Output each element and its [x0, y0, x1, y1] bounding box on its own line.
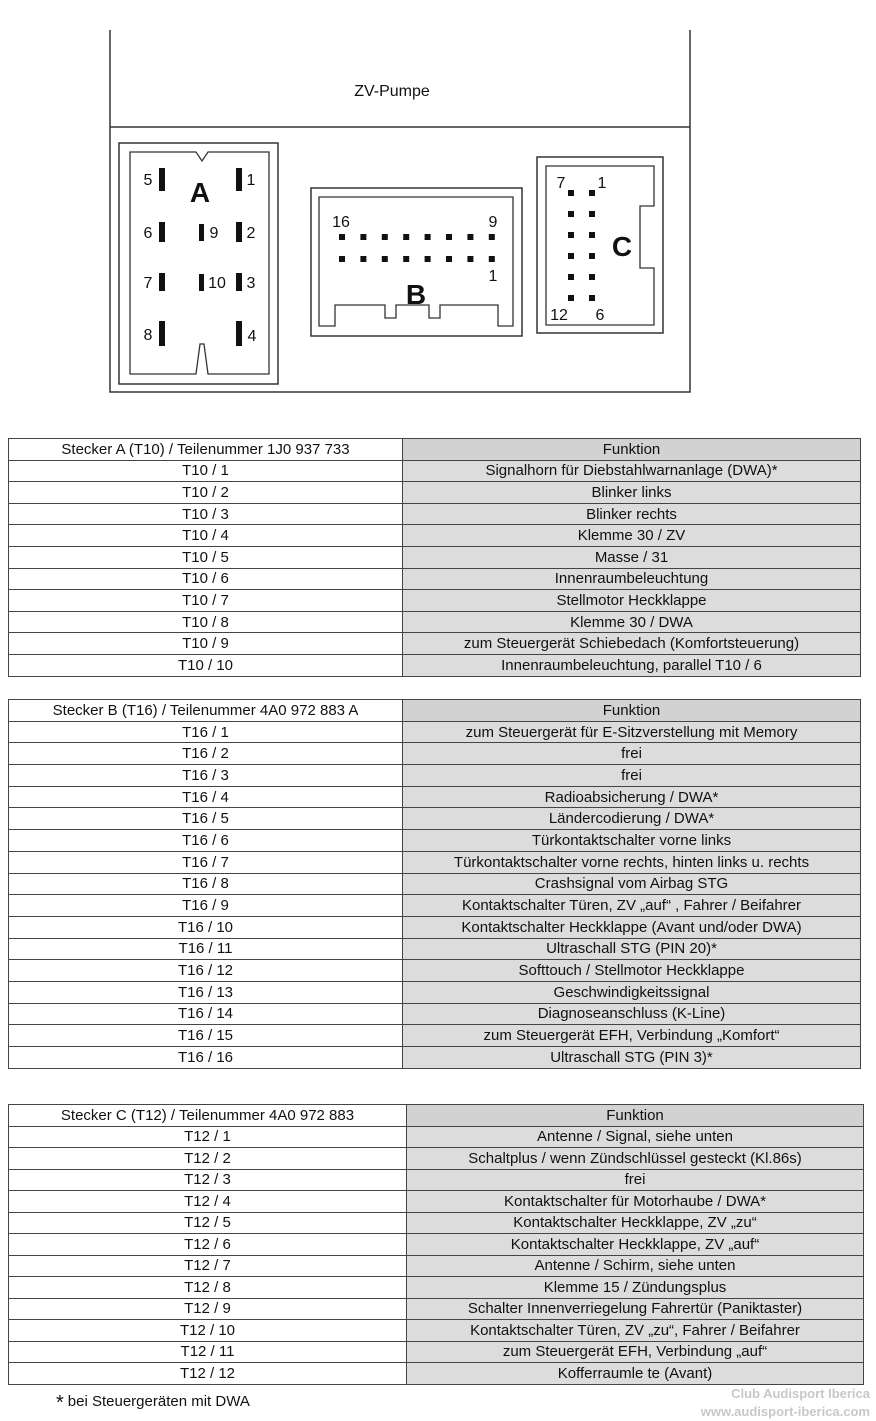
pin-cell: T12 / 4 [9, 1191, 407, 1213]
connector-b-pin [489, 234, 495, 240]
function-cell: Ultraschall STG (PIN 20)* [403, 938, 861, 960]
pin-a9-label: 9 [209, 225, 219, 242]
connector-c-pin [589, 190, 595, 196]
footnote [56, 1392, 250, 1415]
table-row [9, 916, 861, 938]
function-cell: Stellmotor Heckklappe [403, 590, 861, 612]
pin-cell: T16 / 11 [9, 938, 403, 960]
table-header-function: Funktion [403, 439, 861, 461]
table-row [9, 1255, 864, 1277]
footnote-asterisk: * [56, 1392, 64, 1414]
pin-a10-label: 10 [208, 275, 226, 292]
watermark-club-name: Club Audisport Iberica [731, 1386, 870, 1401]
function-cell: Blinker rechts [403, 503, 861, 525]
function-cell: frei [407, 1169, 864, 1191]
connector-c-pin [589, 211, 595, 217]
connector-b-pin [467, 234, 473, 240]
table-row [9, 808, 861, 830]
table-row [9, 1277, 864, 1299]
function-cell: Antenne / Schirm, siehe unten [407, 1255, 864, 1277]
table-row [9, 1191, 864, 1213]
function-cell: Klemme 15 / Zündungsplus [407, 1277, 864, 1299]
table-row [9, 568, 861, 590]
connector-b-pin-16-label: 16 [332, 214, 350, 231]
watermark-url: www.audisport-iberica.com [700, 1404, 870, 1419]
connector-b-pin [467, 256, 473, 262]
function-cell: frei [403, 743, 861, 765]
table-row [9, 938, 861, 960]
pin-cell: T16 / 10 [9, 916, 403, 938]
pin-a7-label: 7 [143, 275, 153, 292]
function-cell: Crashsignal vom Airbag STG [403, 873, 861, 895]
connector-c-pin [568, 211, 574, 217]
connector-b-pin [403, 256, 409, 262]
connector-c-pin [568, 232, 574, 238]
function-cell: zum Steuergerät EFH, Verbindung „auf“ [407, 1341, 864, 1363]
pin-a8-contact [159, 321, 165, 346]
table-row [9, 786, 861, 808]
pin-a4-label: 4 [247, 328, 257, 345]
footnote-text: bei Steuergeräten mit DWA [67, 1393, 250, 1410]
pin-cell: T16 / 1 [9, 721, 403, 743]
table-row [9, 1320, 864, 1342]
pin-a1-label: 1 [246, 172, 256, 189]
table-row [9, 1234, 864, 1256]
table-row [9, 525, 861, 547]
connector-c-pin [568, 253, 574, 259]
connector-b-pin [382, 234, 388, 240]
pin-cell: T16 / 13 [9, 981, 403, 1003]
pin-a4-contact [236, 321, 242, 346]
pin-cell: T16 / 14 [9, 1003, 403, 1025]
connector-c-pin-7-label: 7 [556, 175, 566, 192]
function-cell: Schalter Innenverriegelung Fahrertür (Paniktaster) [407, 1298, 864, 1320]
function-cell: Kontaktschalter Heckklappe, ZV „auf“ [407, 1234, 864, 1256]
table-header-part-number: Stecker B (T16) / Teilenummer 4A0 972 883 A [9, 700, 403, 722]
function-cell: Türkontaktschalter vorne links [403, 830, 861, 852]
function-cell: Kontaktschalter Türen, ZV „auf“ , Fahrer / Beifahrer [403, 895, 861, 917]
pin-cell: T12 / 9 [9, 1298, 407, 1320]
pin-a3-contact [236, 273, 242, 291]
table-row [9, 743, 861, 765]
pin-a5-label: 5 [143, 172, 153, 189]
function-cell: Masse / 31 [403, 546, 861, 568]
pin-a3-label: 3 [246, 275, 256, 292]
pin-cell: T10 / 4 [9, 525, 403, 547]
pin-cell: T12 / 10 [9, 1320, 407, 1342]
pin-a10-contact [199, 274, 204, 291]
table-row [9, 482, 861, 504]
pump-label: ZV-Pumpe [354, 83, 430, 100]
connector-c-pin-6-label: 6 [595, 307, 605, 324]
pin-cell: T12 / 11 [9, 1341, 407, 1363]
table-row [9, 546, 861, 568]
connector-b-pin-table [8, 699, 861, 1069]
pin-cell: T10 / 8 [9, 611, 403, 633]
function-cell: Diagnoseanschluss (K-Line) [403, 1003, 861, 1025]
pin-cell: T16 / 5 [9, 808, 403, 830]
connector-b-pin-grid [339, 234, 495, 262]
pin-cell: T16 / 2 [9, 743, 403, 765]
connector-b-pin-9-label: 9 [488, 214, 498, 231]
table-row [9, 981, 861, 1003]
pin-cell: T10 / 3 [9, 503, 403, 525]
connector-b-pin-1-label: 1 [488, 268, 498, 285]
pin-cell: T16 / 9 [9, 895, 403, 917]
function-cell: Radioabsicherung / DWA* [403, 786, 861, 808]
function-cell: Kontaktschalter Türen, ZV „zu“, Fahrer / Beifahrer [407, 1320, 864, 1342]
pin-a2-contact [236, 222, 242, 242]
connector-b-pin [446, 234, 452, 240]
table-header-part-number: Stecker C (T12) / Teilenummer 4A0 972 883 [9, 1105, 407, 1127]
pin-cell: T16 / 4 [9, 786, 403, 808]
function-cell: Signalhorn für Diebstahlwarnanlage (DWA)* [403, 460, 861, 482]
table-row [9, 960, 861, 982]
connector-c-pin-grid [568, 190, 595, 301]
function-cell: zum Steuergerät für E-Sitzverstellung mit Memory [403, 721, 861, 743]
function-cell: Ultraschall STG (PIN 3)* [403, 1047, 861, 1069]
pin-a6-label: 6 [143, 225, 153, 242]
function-cell: Antenne / Signal, siehe unten [407, 1126, 864, 1148]
pin-a8-label: 8 [143, 327, 153, 344]
pin-a5-contact [159, 168, 165, 191]
function-cell: Kontaktschalter Heckklappe (Avant und/oder DWA) [403, 916, 861, 938]
table-row [9, 590, 861, 612]
table-row [9, 1148, 864, 1170]
pin-cell: T10 / 1 [9, 460, 403, 482]
pin-cell: T12 / 3 [9, 1169, 407, 1191]
table-row [9, 830, 861, 852]
function-cell: Kontaktschalter für Motorhaube / DWA* [407, 1191, 864, 1213]
connector-b-pin [446, 256, 452, 262]
table-row [9, 1003, 861, 1025]
pin-cell: T16 / 8 [9, 873, 403, 895]
pin-cell: T16 / 3 [9, 765, 403, 787]
connector-b-pin [339, 234, 345, 240]
pin-cell: T16 / 12 [9, 960, 403, 982]
connector-a [119, 143, 278, 384]
connector-c-pin-12-label: 12 [550, 307, 568, 324]
connector-b-pin [382, 256, 388, 262]
connector-diagram [0, 0, 876, 400]
table-row [9, 633, 861, 655]
table-row [9, 895, 861, 917]
table-row [9, 1047, 861, 1069]
table-row [9, 1126, 864, 1148]
connector-c-pin [589, 253, 595, 259]
function-cell: Geschwindigkeitssignal [403, 981, 861, 1003]
pin-a6-contact [159, 222, 165, 242]
pin-cell: T12 / 12 [9, 1363, 407, 1385]
pin-a9-contact [199, 224, 204, 241]
pin-cell: T12 / 2 [9, 1148, 407, 1170]
table-row [9, 851, 861, 873]
pin-cell: T10 / 6 [9, 568, 403, 590]
pin-cell: T16 / 16 [9, 1047, 403, 1069]
table-row [9, 611, 861, 633]
connector-b-pin [489, 256, 495, 262]
function-cell: zum Steuergerät Schiebedach (Komfortsteuerung) [403, 633, 861, 655]
table-row [9, 1169, 864, 1191]
function-cell: Türkontaktschalter vorne rechts, hinten links u. rechts [403, 851, 861, 873]
pin-cell: T16 / 15 [9, 1025, 403, 1047]
table-row [9, 503, 861, 525]
function-cell: Kontaktschalter Heckklappe, ZV „zu“ [407, 1212, 864, 1234]
pin-cell: T12 / 5 [9, 1212, 407, 1234]
connector-b-letter: B [405, 279, 427, 310]
pin-a2-label: 2 [246, 225, 256, 242]
connector-a-letter: A [189, 177, 211, 208]
function-cell: Schaltplus / wenn Zündschlüssel gesteckt (Kl.86s) [407, 1148, 864, 1170]
table-header-row [9, 1105, 864, 1127]
pin-cell: T12 / 8 [9, 1277, 407, 1299]
table-row [9, 460, 861, 482]
table-row [9, 1298, 864, 1320]
pin-cell: T10 / 9 [9, 633, 403, 655]
function-cell: Softtouch / Stellmotor Heckklappe [403, 960, 861, 982]
table-row [9, 721, 861, 743]
table-row [9, 654, 861, 676]
connector-c-letter: C [611, 231, 633, 262]
function-cell: Blinker links [403, 482, 861, 504]
table-header-row [9, 700, 861, 722]
connector-b-pin [425, 256, 431, 262]
pin-cell: T10 / 10 [9, 654, 403, 676]
function-cell: Ländercodierung / DWA* [403, 808, 861, 830]
pin-a1-contact [236, 168, 242, 191]
table-row [9, 1025, 861, 1047]
pin-cell: T16 / 7 [9, 851, 403, 873]
connector-b-pin [425, 234, 431, 240]
table-row [9, 873, 861, 895]
connector-a-pin-table [8, 438, 861, 677]
table-row [9, 1341, 864, 1363]
table-header-function: Funktion [407, 1105, 864, 1127]
connector-c [537, 157, 663, 333]
connector-b-pin [403, 234, 409, 240]
connector-c-pin [568, 295, 574, 301]
connector-c-pin [568, 274, 574, 280]
connector-c-pin [589, 274, 595, 280]
table-row [9, 765, 861, 787]
function-cell: frei [403, 765, 861, 787]
pin-cell: T12 / 6 [9, 1234, 407, 1256]
connector-c-pin-table [8, 1104, 864, 1385]
function-cell: Kofferraumle te (Avant) [407, 1363, 864, 1385]
function-cell: Klemme 30 / DWA [403, 611, 861, 633]
connector-b-pin [360, 234, 366, 240]
pin-cell: T10 / 7 [9, 590, 403, 612]
watermark [701, 1385, 870, 1421]
connector-c-pin [589, 295, 595, 301]
table-header-function: Funktion [403, 700, 861, 722]
pin-cell: T12 / 1 [9, 1126, 407, 1148]
connector-c-pin-1-label: 1 [597, 175, 607, 192]
connector-b-pin [339, 256, 345, 262]
function-cell: Innenraumbeleuchtung, parallel T10 / 6 [403, 654, 861, 676]
pin-a7-contact [159, 273, 165, 291]
table-row [9, 1212, 864, 1234]
table-header-part-number: Stecker A (T10) / Teilenummer 1J0 937 733 [9, 439, 403, 461]
function-cell: Innenraumbeleuchtung [403, 568, 861, 590]
pin-cell: T12 / 7 [9, 1255, 407, 1277]
pin-cell: T10 / 2 [9, 482, 403, 504]
connector-b [311, 188, 522, 336]
table-header-row [9, 439, 861, 461]
pin-cell: T16 / 6 [9, 830, 403, 852]
table-row [9, 1363, 864, 1385]
connector-c-pin [568, 190, 574, 196]
connector-c-pin [589, 232, 595, 238]
connector-b-pin [360, 256, 366, 262]
function-cell: zum Steuergerät EFH, Verbindung „Komfort“ [403, 1025, 861, 1047]
pin-cell: T10 / 5 [9, 546, 403, 568]
function-cell: Klemme 30 / ZV [403, 525, 861, 547]
